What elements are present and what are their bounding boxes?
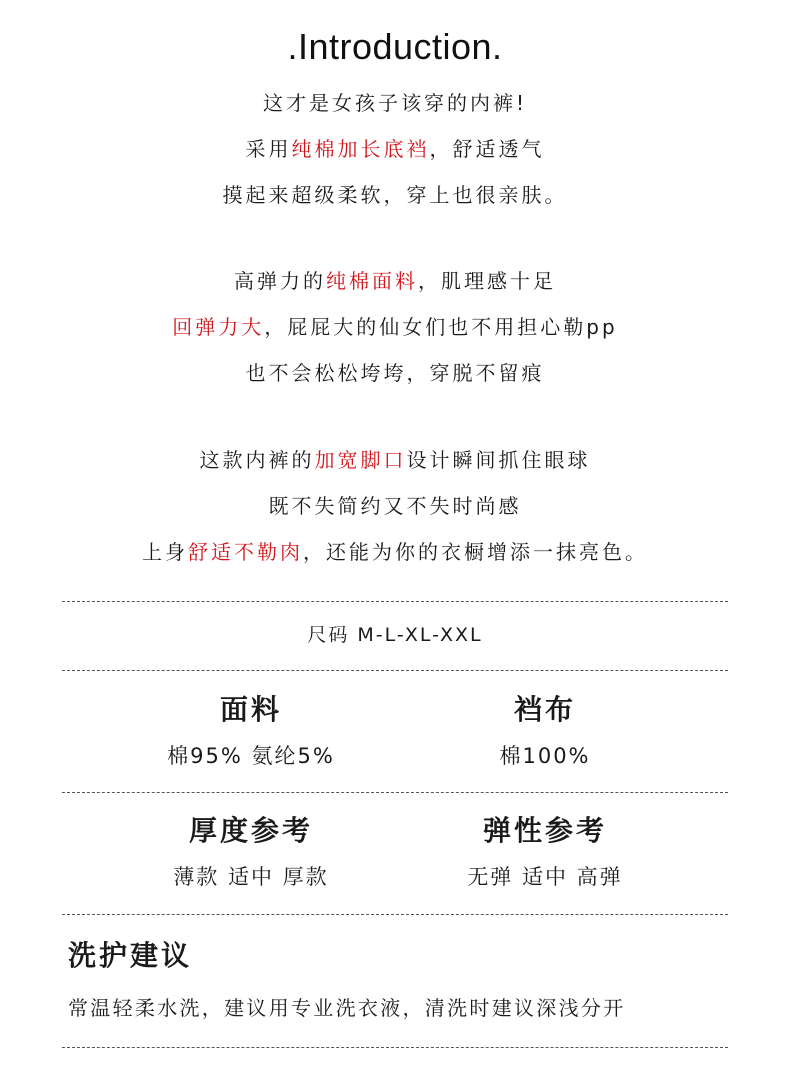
highlight-text: 舒适不勒肉 xyxy=(188,540,303,564)
care-title: 洗护建议 xyxy=(68,939,193,972)
intro-line xyxy=(0,483,790,529)
intro-line xyxy=(0,258,790,304)
intro-line xyxy=(0,350,790,396)
crotch-label: 裆布 xyxy=(513,693,576,726)
intro-text: ，屁屁大的仙女们也不用担心勒pp xyxy=(264,315,618,339)
intro-text: 既不失简约又不失时尚感 xyxy=(268,494,522,518)
intro-text: 设计瞬间抓住眼球 xyxy=(406,448,591,472)
crotch-spec xyxy=(395,690,695,772)
intro-text: ，肌理感十足 xyxy=(418,269,556,293)
intro-text: 上身 xyxy=(142,540,188,564)
thickness-spec xyxy=(101,811,401,893)
intro-text: 采用 xyxy=(245,137,292,161)
thickness-label: 厚度参考 xyxy=(188,814,313,847)
divider xyxy=(62,792,728,793)
intro-line xyxy=(0,126,790,172)
intro-text: 也不会松松垮垮，穿脱不留痕 xyxy=(245,361,545,385)
page-title: .Introduction. xyxy=(287,26,503,67)
highlight-text: 回弹力大 xyxy=(172,315,265,339)
intro-line xyxy=(0,437,790,483)
intro-paragraph-2 xyxy=(0,258,790,396)
intro-line xyxy=(0,80,790,126)
highlight-text: 纯棉加长底裆 xyxy=(291,137,430,161)
intro-text: 高弹力的 xyxy=(234,269,326,293)
intro-paragraph-3 xyxy=(0,437,790,575)
fabric-value: 棉95% 氨纶5% xyxy=(167,744,335,768)
crotch-value: 棉100% xyxy=(499,744,591,768)
highlight-text: 纯棉面料 xyxy=(326,269,418,293)
intro-text: 摸起来超级柔软，穿上也很亲肤。 xyxy=(222,183,568,207)
intro-line xyxy=(0,304,790,350)
divider xyxy=(62,914,728,915)
intro-text: 这款内裤的 xyxy=(199,448,315,472)
divider xyxy=(62,1047,728,1048)
divider xyxy=(62,670,728,671)
intro-text: ，还能为你的衣橱增添一抹亮色。 xyxy=(303,540,648,564)
elasticity-value: 无弹 适中 高弹 xyxy=(467,865,623,889)
intro-text: ，舒适透气 xyxy=(429,137,545,161)
elasticity-label: 弹性参考 xyxy=(482,814,607,847)
intro-text: 这才是女孩子该穿的内裤! xyxy=(262,91,528,115)
care-text: 常温轻柔水洗，建议用专业洗衣液，清洗时建议深浅分开 xyxy=(68,996,626,1020)
highlight-text: 加宽脚口 xyxy=(314,448,407,472)
thickness-value: 薄款 适中 厚款 xyxy=(173,865,329,889)
elasticity-spec xyxy=(395,811,695,893)
intro-line xyxy=(0,172,790,218)
size-range: 尺码 M-L-XL-XXL xyxy=(307,624,483,646)
divider xyxy=(62,601,728,602)
intro-paragraph-1 xyxy=(0,80,790,218)
fabric-label: 面料 xyxy=(219,693,282,726)
intro-line xyxy=(0,529,790,575)
fabric-spec xyxy=(101,690,401,772)
